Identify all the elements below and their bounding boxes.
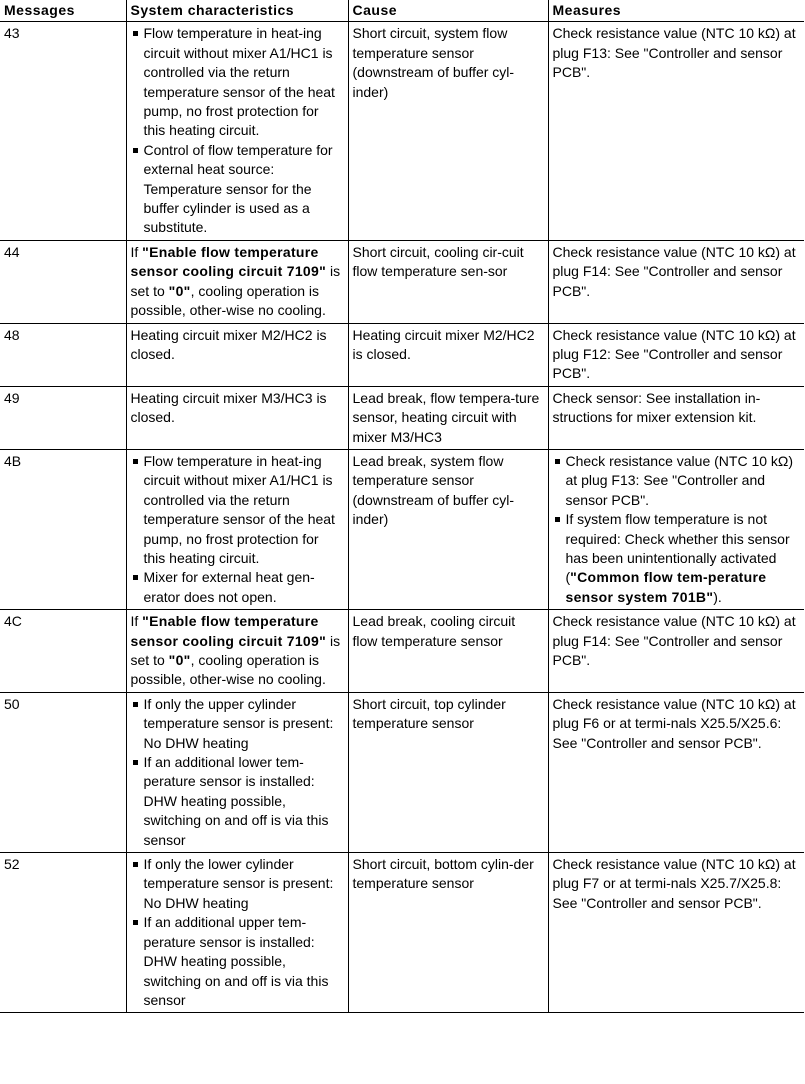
list-item: If only the lower cylinder temperature sensor is present: No DHW heating — [131, 855, 344, 913]
measures-cell: Check resistance value (NTC 10 kΩ) at plug F6 or at termi-nals X25.5/X25.6: See "Controller and sensor PCB". — [548, 692, 804, 852]
text-fragment: ). — [713, 588, 722, 605]
measures-cell: Check resistance value (NTC 10 kΩ) at plug F14: See "Controller and sensor PCB". — [548, 240, 804, 323]
measures-cell: Check resistance value (NTC 10 kΩ) at plug F14: See "Controller and sensor PCB". — [548, 610, 804, 693]
cause-cell: Short circuit, system flow temperature sensor (downstream of buffer cyl-inder) — [348, 22, 548, 240]
cause-cell: Short circuit, cooling cir-cuit flow temperature sen-sor — [348, 240, 548, 323]
table-row — [0, 610, 804, 693]
parameter-value: "0" — [168, 282, 191, 299]
system-characteristics-cell: Heating circuit mixer M2/HC2 is closed. — [126, 323, 348, 386]
table-row — [0, 22, 804, 240]
parameter-name: "Enable flow temperature sensor cooling circuit 7109" — [130, 613, 327, 649]
text-fragment: , cooling operation is possible, other-wise no cooling. — [130, 652, 326, 688]
system-characteristics-cell — [126, 22, 348, 240]
cause-cell: Lead break, flow tempera-ture sensor, heating circuit with mixer M3/HC3 — [348, 386, 548, 449]
table-row — [0, 449, 804, 609]
system-characteristics-cell — [126, 240, 348, 323]
list-item: Control of flow temperature for external heat source: Temperature sensor for the buffer cylinder is used as a substitute. — [131, 141, 344, 238]
table-row — [0, 323, 804, 386]
list-item: Flow temperature in heat-ing circuit without mixer A1/HC1 is controlled via the return temperature sensor of the heat pump, no frost protection for this heating circuit. — [131, 452, 344, 568]
text-fragment: is set to — [130, 632, 341, 668]
bullet-list — [131, 24, 344, 237]
system-characteristics-cell — [126, 853, 348, 1013]
text-fragment: If system flow temperature is not required: Check whether this sensor has been unintentionally activated ( — [565, 511, 790, 586]
measures-cell: Check resistance value (NTC 10 kΩ) at plug F13: See "Controller and sensor PCB". — [548, 22, 804, 240]
text-fragment: If — [130, 613, 143, 630]
cause-cell: Lead break, system flow temperature sensor (downstream of buffer cyl-inder) — [348, 449, 548, 609]
system-characteristics-cell — [126, 610, 348, 693]
message-code: 50 — [0, 692, 126, 852]
header-cause: Cause — [348, 0, 548, 22]
header-measures: Measures — [548, 0, 804, 22]
header-row — [0, 0, 804, 22]
table-row — [0, 692, 804, 852]
system-characteristics-cell: Heating circuit mixer M3/HC3 is closed. — [126, 386, 348, 449]
table-row — [0, 240, 804, 323]
cause-cell: Lead break, cooling circuit flow temperature sensor — [348, 610, 548, 693]
list-item: If only the upper cylinder temperature sensor is present: No DHW heating — [131, 695, 344, 753]
measures-cell: Check resistance value (NTC 10 kΩ) at plug F7 or at termi-nals X25.7/X25.8: See "Controller and sensor PCB". — [548, 853, 804, 1013]
header-system-characteristics: System characteristics — [126, 0, 348, 22]
message-code: 49 — [0, 386, 126, 449]
text-fragment: , cooling operation is possible, other-wise no cooling. — [130, 282, 326, 319]
list-item: If an additional upper tem-perature sensor is installed: DHW heating possible, switching on and off is via this sensor — [131, 913, 344, 1010]
message-code: 43 — [0, 22, 126, 240]
measures-cell — [548, 449, 804, 609]
message-code: 52 — [0, 853, 126, 1013]
text-fragment: If — [130, 243, 143, 260]
bullet-list — [131, 452, 344, 607]
message-code: 44 — [0, 240, 126, 323]
system-characteristics-cell — [126, 449, 348, 609]
list-item: Flow temperature in heat-ing circuit without mixer A1/HC1 is controlled via the return temperature sensor of the heat pump, no frost protection for this heating circuit. — [131, 24, 344, 140]
message-code: 4B — [0, 449, 126, 609]
bullet-list — [131, 695, 344, 850]
parameter-name: "Enable flow temperature sensor cooling circuit 7109" — [130, 243, 327, 280]
cause-cell: Heating circuit mixer M2/HC2 is closed. — [348, 323, 548, 386]
table-row — [0, 853, 804, 1013]
cause-cell: Short circuit, bottom cylin-der temperature sensor — [348, 853, 548, 1013]
system-characteristics-cell — [126, 692, 348, 852]
parameter-value: "0" — [168, 652, 191, 668]
message-code: 4C — [0, 610, 126, 693]
list-item — [553, 510, 801, 607]
parameter-name: "Common flow tem-perature sensor system 701B" — [565, 569, 767, 605]
header-messages: Messages — [0, 0, 126, 22]
bullet-list — [553, 452, 801, 607]
message-code: 48 — [0, 323, 126, 386]
bullet-list — [131, 855, 344, 1010]
measures-cell: Check sensor: See installation in-structions for mixer extension kit. — [548, 386, 804, 449]
list-item: Mixer for external heat gen-erator does not open. — [131, 568, 344, 607]
measures-cell: Check resistance value (NTC 10 kΩ) at plug F12: See "Controller and sensor PCB". — [548, 323, 804, 386]
table-row — [0, 386, 804, 449]
cause-cell: Short circuit, top cylinder temperature sensor — [348, 692, 548, 852]
text-fragment: is set to — [130, 263, 341, 299]
list-item: Check resistance value (NTC 10 kΩ) at plug F13: See "Controller and sensor PCB". — [553, 452, 801, 510]
list-item: If an additional lower tem-perature sensor is installed: DHW heating possible, switching on and off is via this sensor — [131, 753, 344, 850]
